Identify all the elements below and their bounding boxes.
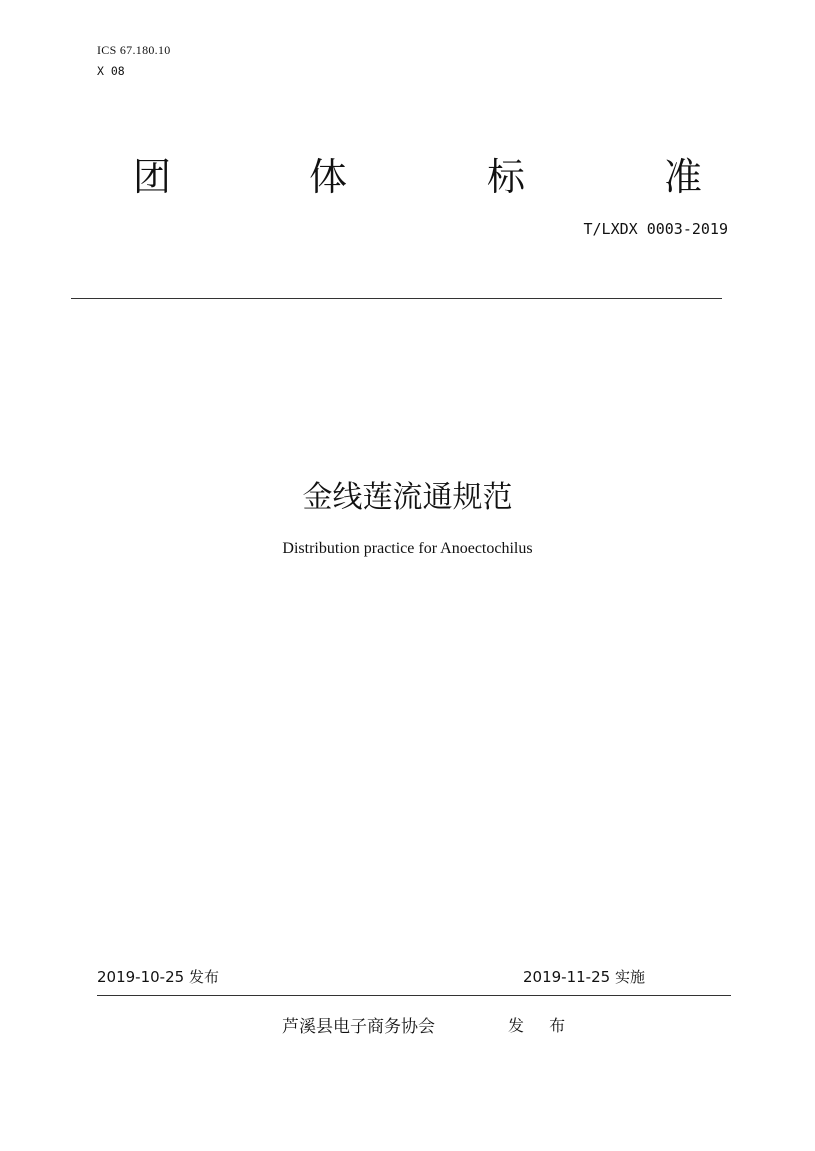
- title-chinese: 金线莲流通规范: [302, 480, 513, 515]
- standard-number: T/LXDX 0003-2019: [583, 220, 728, 238]
- issuer-label: 发 布: [508, 1016, 576, 1035]
- implement-date: 2019-11-25 实施: [523, 968, 645, 986]
- bottom-divider: [97, 995, 731, 996]
- publish-date: 2019-10-25 发布: [97, 968, 219, 986]
- standard-type-char-4: 准: [664, 155, 703, 199]
- standard-type-char-3: 标: [487, 155, 526, 199]
- top-divider: [71, 298, 722, 299]
- issuer-name: 芦溪县电子商务协会: [282, 1017, 435, 1037]
- title-english: Distribution practice for Anoectochilus: [282, 540, 533, 557]
- ccs-code: X 08: [97, 64, 125, 78]
- standard-type-char-2: 体: [309, 155, 348, 199]
- ics-code: ICS 67.180.10: [97, 43, 171, 57]
- standard-type-char-1: 团: [133, 155, 172, 199]
